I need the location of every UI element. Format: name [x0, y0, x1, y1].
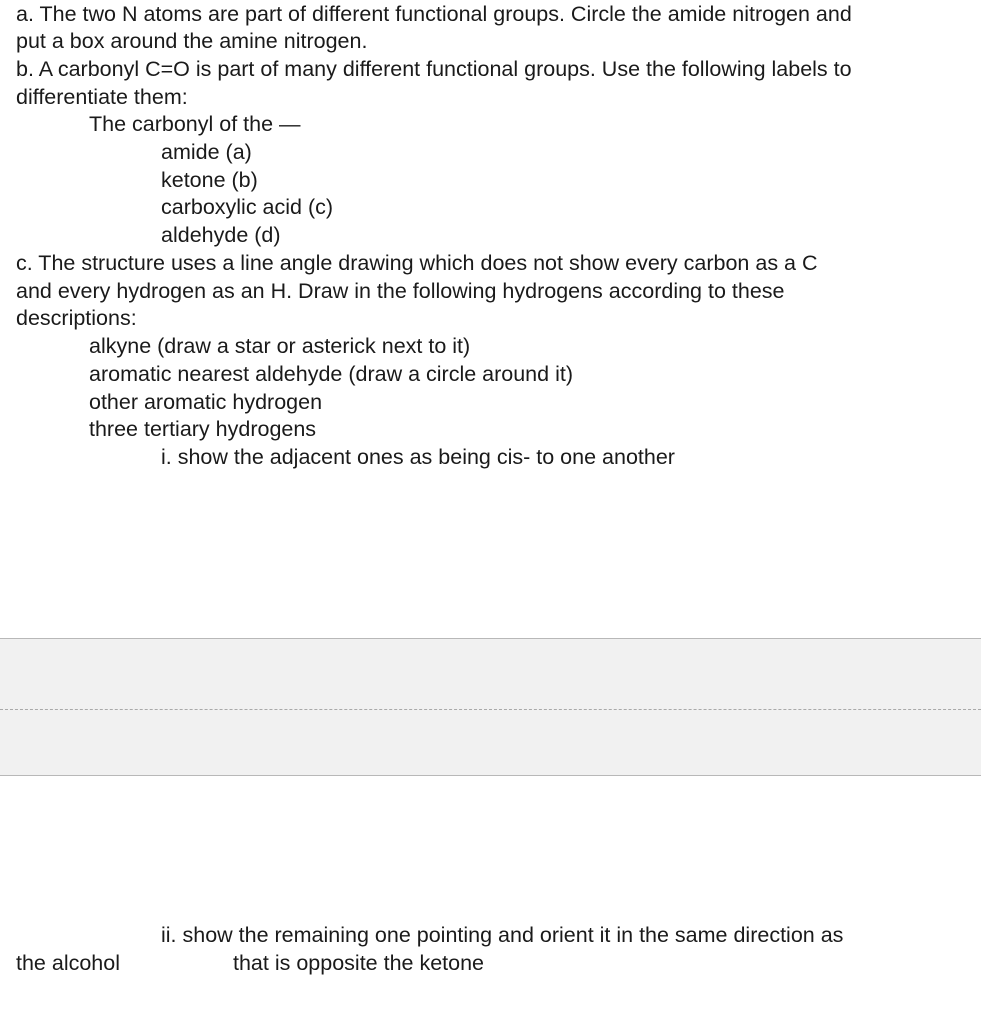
part-a-line-1: a. The two N atoms are part of different functional groups. Circle the amide nitrogen and: [16, 2, 852, 26]
part-b-line-2: differentiate them:: [16, 85, 188, 109]
label-aldehyde: aldehyde (d): [161, 223, 281, 247]
item-tertiary-hydrogens: three tertiary hydrogens: [89, 417, 317, 441]
part-a-line-2: put a box around the amine nitrogen.: [16, 29, 368, 53]
part-b-lead: The carbonyl of the —: [89, 112, 301, 136]
part-c-line-2: and every hydrogen as an H. Draw in the following hydrogens according to these: [16, 279, 785, 303]
part-c-line-3: descriptions:: [16, 306, 137, 330]
label-carboxylic-acid: carboxylic acid (c): [161, 195, 334, 219]
part-c-line-1: c. The structure uses a line angle drawing which does not show every carbon as a C: [16, 251, 818, 275]
item-alkyne: alkyne (draw a star or asterick next to it): [89, 334, 471, 358]
part-b-line-1: b. A carbonyl C=O is part of many different functional groups. Use the following labels to: [16, 57, 852, 81]
sub-item-ii: ii. show the remaining one pointing and orient it in the same direction as: [161, 923, 844, 947]
item-other-aromatic: other aromatic hydrogen: [89, 390, 323, 414]
dashed-divider: [0, 709, 981, 710]
fragment-opposite-ketone: that is opposite the ketone: [233, 951, 485, 975]
item-aromatic-nearest-aldehyde: aromatic nearest aldehyde (draw a circle around it): [89, 362, 573, 386]
sub-item-i: i. show the adjacent ones as being cis- to one another: [161, 445, 675, 469]
page-break-band: [0, 638, 981, 776]
label-amide: amide (a): [161, 140, 252, 164]
fragment-the-alcohol: the alcohol: [16, 951, 120, 975]
label-ketone: ketone (b): [161, 168, 258, 192]
